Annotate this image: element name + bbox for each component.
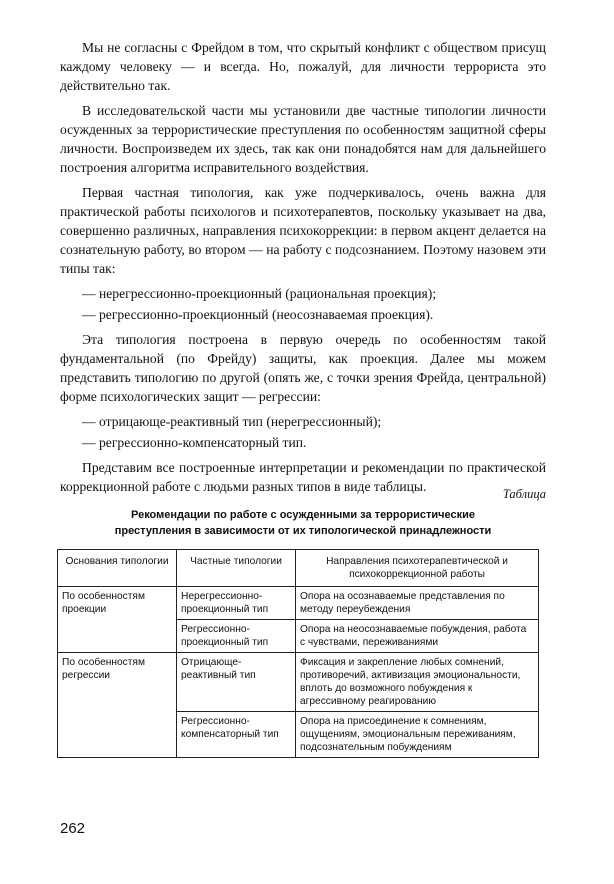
basis-cell: По особенностям регрессии (58, 653, 177, 758)
list-item: — регрессионно-проекционный (неосознаваемая проекция). (82, 307, 434, 322)
basis-cell: По особенностям проекции (58, 587, 177, 653)
direction-cell: Опора на неосознаваемые побуждения, работа с чувствами, переживаниями (296, 620, 539, 653)
table-title-line: Рекомендации по работе с осужденными за террористические (131, 509, 475, 521)
table-title-line: преступления в зависимости от их типологической принадлежности (114, 525, 492, 537)
paragraph-first-typology: Первая частная типология, как уже подчеркивалось, очень важна для практической работы психологов и психотерапевтов, поскольку указывает на два, совершенно различных, направления психокоррекции: в первом акцент делается на сознательную работу, во втором — на работу с подсознанием. Поэтому назовем эти типы так: (60, 185, 546, 276)
type-cell: Отрицающе-реактивный тип (177, 653, 296, 712)
list-item: — нерегрессионно-проекционный (рациональная проекция); (82, 286, 437, 301)
type-cell: Нерегрессионно-проекционный тип (177, 587, 296, 620)
header-directions: Направления психотерапевтической и психокоррекционной работы (296, 550, 539, 587)
recommendations-table (57, 549, 539, 758)
paragraph-summary: Представим все построенные интерпретации и рекомендации по практической коррекционной работе с людьми разных типов в виде таблицы. (60, 460, 546, 494)
table-tag: Таблица (502, 487, 546, 501)
paragraph-projection: Эта типология построена в первую очередь по особенностям такой фундаментальной (по Фрейду) защиты, как проекция. Далее мы можем представить типологию по другой (опять же, с точки зрения Фрейда, центральной) форме психологических защит — регрессии: (60, 332, 546, 404)
table-row (58, 653, 539, 712)
type-cell: Регрессионно-проекционный тип (177, 620, 296, 653)
table-header-row (58, 550, 539, 587)
direction-cell: Опора на осознаваемые представления по методу переубеждения (296, 587, 539, 620)
header-basis: Основания типологии (58, 550, 177, 587)
list-item: — регрессионно-компенсаторный тип. (82, 435, 307, 450)
paragraph-freud: Мы не согласны с Фрейдом в том, что скрытый конфликт с обществом присущ каждому человеку — и всегда. Но, пожалуй, для личности террориста это действительно так. (60, 40, 546, 93)
direction-cell: Фиксация и закрепление любых сомнений, противоречий, активизация эмоциональности, вплоть до возможного побуждения к агрессивному реагированию (296, 653, 539, 712)
table-title (60, 507, 546, 539)
list-item: — отрицающе-реактивный тип (нерегрессионный); (82, 414, 382, 429)
page-number: 262 (60, 820, 86, 837)
paragraph-typologies: В исследовательской части мы установили две частные типологии личности осужденных за террористические преступления по особенностям защитной сферы личности. Воспроизведем их здесь, так как они понадобятся нам для дальнейшего построения алгоритма исправительного воздействия. (60, 103, 546, 175)
type-cell: Регрессионно-компенсаторный тип (177, 712, 296, 758)
header-types: Частные типологии (177, 550, 296, 587)
direction-cell: Опора на присоединение к сомнениям, ощущениям, эмоциональным переживаниям, подсознательным побуждениям (296, 712, 539, 758)
body-text (60, 38, 546, 502)
table-row (58, 587, 539, 620)
